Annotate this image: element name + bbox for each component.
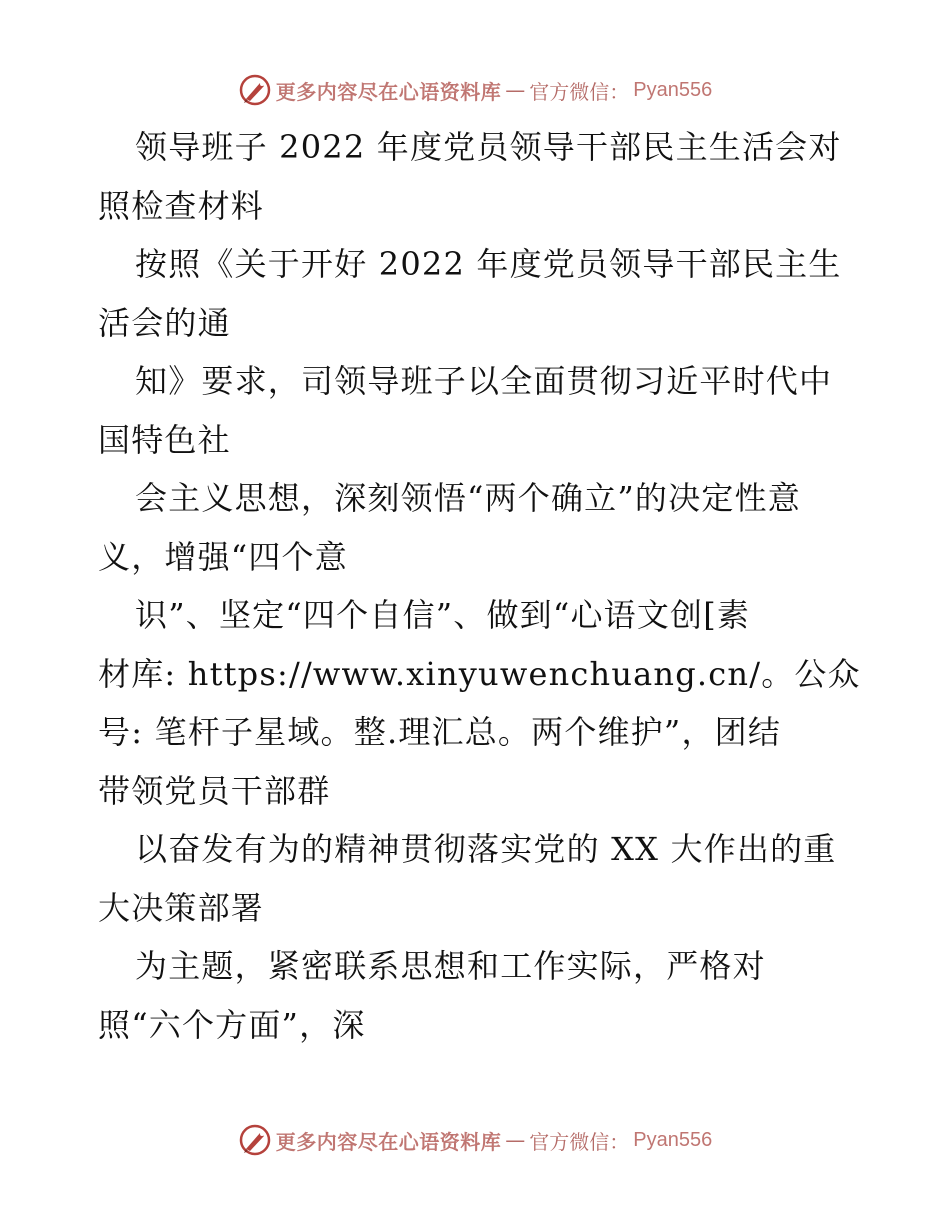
body-line: 知》要求，司领导班子以全面贯彻习近平时代中 — [135, 362, 833, 400]
body-line: 照检查材料 — [98, 186, 265, 225]
body-line: 领导班子 2022 年度党员领导干部民主生活会对 — [135, 128, 842, 166]
header-separator: — — [505, 78, 526, 102]
body-line: 识”、坚定“四个自信”、做到“心语文创[素 — [135, 596, 751, 634]
header-wechat-id: Pyan556 — [633, 78, 713, 101]
body-line: 材库: https://www.xinyuwenchuang.cn/。公众 — [98, 654, 861, 693]
footer-wechat-id: Pyan556 — [633, 1128, 713, 1151]
header-banner — [0, 70, 950, 110]
body-line: 会主义思想，深刻领悟“两个确立”的决定性意 — [135, 479, 801, 517]
footer-banner-inner — [238, 1123, 712, 1157]
header-banner-inner — [238, 73, 712, 107]
header-brand-text: 更多内容尽在心语资料库 — [275, 79, 502, 104]
footer-wechat-label: 官方微信： — [529, 1129, 630, 1154]
pen-logo-icon — [238, 73, 272, 107]
body-line: 按照《关于开好 2022 年度党员领导干部民主生 — [135, 245, 842, 283]
body-line: 国特色社 — [98, 420, 231, 459]
footer-banner — [0, 1120, 950, 1160]
body-line: 为主题，紧密联系思想和工作实际，严格对 — [135, 947, 766, 985]
body-line: 以奋发有为的精神贯彻落实党的 XX 大作出的重 — [135, 830, 837, 868]
body-line: 带领党员干部群 — [98, 771, 331, 810]
body-line: 活会的通 — [98, 303, 231, 342]
body-line: 义，增强“四个意 — [98, 537, 348, 576]
body-line: 大决策部署 — [98, 888, 265, 927]
pen-logo-icon — [238, 1123, 272, 1157]
body-line: 号: 笔杆子星域。整.理汇总。两个维护”，团结 — [98, 713, 782, 751]
header-wechat-label: 官方微信： — [529, 79, 630, 104]
footer-brand-text: 更多内容尽在心语资料库 — [275, 1129, 502, 1154]
footer-separator: — — [505, 1128, 526, 1152]
body-line: 照“六个方面”，深 — [98, 1005, 366, 1044]
document-body — [98, 118, 861, 1054]
